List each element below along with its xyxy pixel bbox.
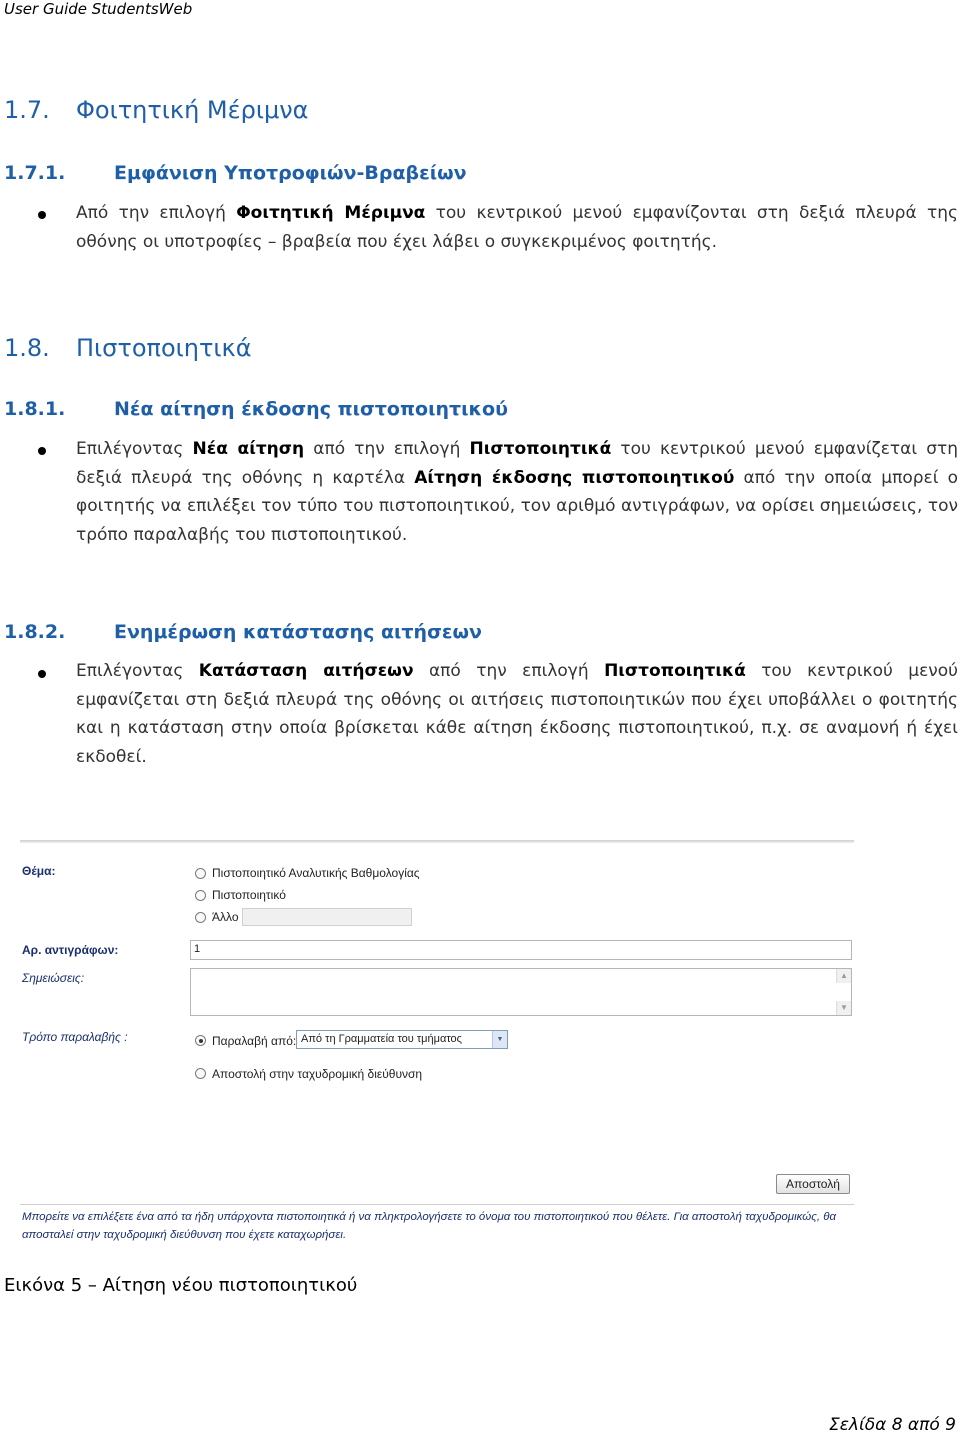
copies-label: Αρ. αντιγράφων: — [22, 943, 119, 957]
heading-title: Νέα αίτηση έκδοσης πιστοποιητικού — [114, 398, 508, 420]
bullet-icon — [38, 211, 46, 219]
subject-option-other: Άλλο — [212, 910, 239, 924]
text: από την επιλογή — [413, 661, 605, 681]
page-number: Σελίδα 8 από 9 — [828, 1415, 956, 1435]
text: Επιλέγοντας — [76, 661, 199, 681]
text: του κεντρικού μενού εμφανίζονται στη δεξιά πλευρά της οθόνης οι υποτροφίες – βραβεία που έχει λάβει ο συγκεκριμένος φοιτητής. — [76, 203, 958, 252]
heading-title: Φοιτητική Μέριμνα — [76, 96, 309, 124]
copies-input[interactable] — [190, 940, 852, 960]
submit-button[interactable]: Αποστολή — [776, 1174, 850, 1194]
bold-text: Αίτηση έκδοσης πιστοποιητικού — [414, 467, 735, 488]
heading-1-8-1 — [4, 398, 508, 420]
subject-option-transcript: Πιστοποιητικό Αναλυτικής Βαθμολογίας — [212, 866, 420, 880]
bullet-icon — [38, 447, 46, 455]
heading-title: Ενημέρωση κατάστασης αιτήσεων — [114, 621, 482, 643]
delivery-radio-mail[interactable] — [195, 1068, 206, 1079]
bold-text: Κατάσταση αιτήσεων — [198, 661, 414, 681]
text: από την οποία μπορεί ο φοιτητής να επιλέξει τον τύπο του πιστοποιητικού, τον αριθμό αντιγράφων, να ορίσει σημειώσεις, τον τρόπο παραλαβής του πιστοποιητικού. — [76, 467, 959, 545]
paragraph-1-8-2 — [76, 657, 958, 771]
text: του κεντρικού μενού εμφανίζεται στη δεξιά πλευρά της οθόνης η καρτέλα — [76, 439, 959, 488]
chevron-down-icon: ▼ — [492, 1031, 507, 1048]
bold-text: Πιστοποιητικά — [604, 661, 746, 681]
heading-title: Πιστοποιητικά — [76, 334, 252, 362]
subject-option-certificate: Πιστοποιητικό — [212, 888, 286, 902]
bold-text: Νέα αίτηση — [192, 439, 305, 459]
subject-radio-certificate[interactable] — [195, 890, 206, 901]
heading-title: Εμφάνιση Υποτροφιών-Βραβείων — [114, 162, 467, 184]
certificate-request-form — [20, 840, 854, 1242]
subject-radio-transcript[interactable] — [195, 868, 206, 879]
notes-textarea[interactable] — [190, 968, 852, 1016]
text: Επιλέγοντας — [76, 439, 193, 459]
other-subject-input[interactable] — [242, 908, 412, 926]
scroll-down-icon[interactable]: ▼ — [836, 1001, 851, 1015]
heading-number: 1.8.2. — [4, 621, 66, 643]
heading-1-8 — [4, 334, 252, 362]
form-divider — [20, 1204, 854, 1205]
pickup-location-select[interactable] — [296, 1030, 508, 1049]
copies-value: 1 — [194, 943, 201, 955]
delivery-label: Τρόπο παραλαβής : — [22, 1030, 128, 1044]
text: Από την επιλογή — [76, 203, 237, 223]
heading-number: 1.7. — [4, 96, 50, 124]
paragraph-1-7-1 — [76, 199, 958, 256]
figure-caption: Εικόνα 5 – Αίτηση νέου πιστοποιητικού — [4, 1275, 358, 1296]
heading-1-8-2 — [4, 621, 482, 643]
pickup-location-value: Από τη Γραμματεία του τμήματος — [301, 1033, 462, 1045]
document-header: User Guide StudentsWeb — [4, 0, 193, 18]
heading-number: 1.8. — [4, 334, 50, 362]
bullet-icon — [38, 670, 46, 678]
subject-radio-other[interactable] — [195, 912, 206, 923]
text: του κεντρικού μενού εμφανίζεται στη δεξιά πλευρά της οθόνης οι αιτήσεις πιστοποιητικών που έχει υποβάλλει ο φοιτητής και η κατάσταση στην οποία βρίσκεται κάθε αίτηση έκδοσης πιστοποιητικού, π.χ. σε αναμονή ή έχει εκδοθεί. — [76, 661, 958, 767]
subject-label: Θέμα: — [22, 864, 56, 878]
scroll-up-icon[interactable]: ▲ — [836, 969, 851, 983]
paragraph-1-8-1 — [76, 435, 958, 549]
heading-1-7-1 — [4, 162, 467, 184]
form-note: Μπορείτε να επιλέξετε ένα από τα ήδη υπάρχοντα πιστοποιητικά ή να πληκτρολογήσετε το όνομα του πιστοποιητικού που θέλετε. Για αποστολή ταχυδρομικώς, θα αποσταλεί στην ταχυδρομική διεύθυνση που έχετε καταχωρήσει. — [22, 1211, 837, 1241]
heading-number: 1.8.1. — [4, 398, 66, 420]
delivery-mail-label: Αποστολή στην ταχυδρομική διεύθυνση — [212, 1067, 423, 1081]
delivery-pickup-label: Παραλαβή από: — [212, 1034, 297, 1048]
bold-text: Πιστοποιητικά — [469, 439, 612, 459]
text: από την επιλογή — [304, 439, 470, 459]
bold-text: Φοιτητική Μέριμνα — [236, 203, 426, 223]
heading-number: 1.7.1. — [4, 162, 66, 184]
delivery-radio-pickup[interactable] — [195, 1035, 206, 1046]
form-top-border — [20, 840, 854, 843]
heading-1-7 — [4, 96, 308, 124]
notes-label: Σημειώσεις: — [22, 971, 85, 985]
